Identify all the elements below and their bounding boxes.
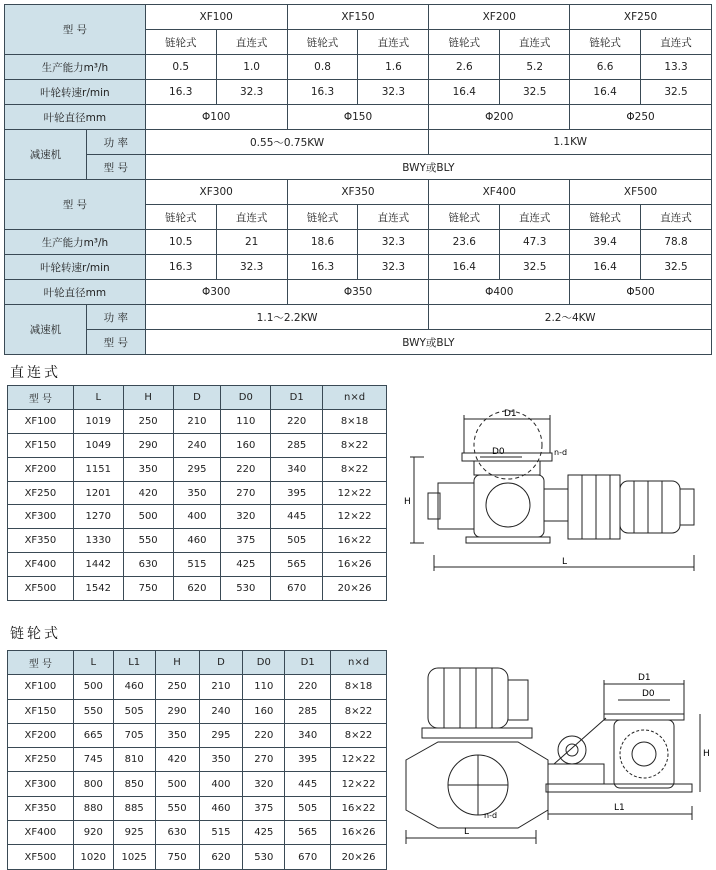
- chain-table-row: [8, 699, 387, 723]
- l1-label: L1: [614, 803, 625, 813]
- dimension-cell: 850: [113, 772, 155, 796]
- speed-cell: 16.4: [570, 80, 641, 105]
- model-name: XF150: [287, 5, 429, 30]
- speed-cell: 32.3: [358, 80, 429, 105]
- direct-drive-drawing: [398, 405, 714, 577]
- dimension-cell: 395: [271, 481, 323, 505]
- dimension-cell: 110: [243, 675, 285, 699]
- power-label: 功 率: [86, 130, 145, 155]
- dimension-cell: 1542: [73, 577, 123, 601]
- dimension-cell: 810: [113, 748, 155, 772]
- chain-table-row: [8, 845, 387, 869]
- dimension-cell: 800: [73, 772, 113, 796]
- dimension-cell: 295: [173, 457, 221, 481]
- spec-row-speed: [5, 255, 712, 280]
- dimension-cell: 320: [243, 772, 285, 796]
- capacity-cell: 0.5: [145, 55, 216, 80]
- subtype-cell: 直连式: [216, 205, 287, 230]
- speed-cell: 16.3: [145, 255, 216, 280]
- spec-table: [4, 4, 712, 355]
- diameter-label: 叶轮直径mm: [5, 105, 146, 130]
- chain-table-row: [8, 748, 387, 772]
- diameter-cell: Φ300: [145, 280, 287, 305]
- subtype-cell: 链轮式: [570, 30, 641, 55]
- power-cell: 1.1～2.2KW: [145, 305, 429, 330]
- header-cell: D0: [243, 651, 285, 675]
- direct-table-row: [8, 457, 387, 481]
- chain-table-row: [8, 723, 387, 747]
- model-cell: XF300: [8, 772, 74, 796]
- dimension-cell: 1020: [73, 845, 113, 869]
- subtype-cell: 直连式: [641, 30, 712, 55]
- chain-dimension-table: [7, 650, 387, 870]
- direct-dimension-table: [7, 385, 387, 601]
- header-cell: D0: [221, 386, 271, 410]
- speed-cell: 32.3: [358, 255, 429, 280]
- dimension-cell: 620: [199, 845, 243, 869]
- chain-table-body: [8, 675, 387, 869]
- diameter-cell: Φ150: [287, 105, 429, 130]
- model-cell: XF500: [8, 577, 74, 601]
- spec-row-model: [5, 180, 712, 205]
- dimension-cell: 530: [243, 845, 285, 869]
- chain-table-row: [8, 821, 387, 845]
- capacity-cell: 47.3: [500, 230, 570, 255]
- dimension-cell: 8×22: [323, 457, 387, 481]
- nd-label: n-d: [484, 811, 498, 820]
- model-cell: XF200: [8, 723, 74, 747]
- d1-label: D1: [504, 409, 517, 419]
- power-cell: 1.1KW: [429, 130, 712, 155]
- dimension-cell: 350: [123, 457, 173, 481]
- diameter-cell: Φ400: [429, 280, 570, 305]
- diameter-cell: Φ100: [145, 105, 287, 130]
- dimension-cell: 550: [123, 529, 173, 553]
- dimension-cell: 420: [155, 748, 199, 772]
- dimension-cell: 16×26: [323, 553, 387, 577]
- dimension-cell: 395: [285, 748, 331, 772]
- model-cell: XF500: [8, 845, 74, 869]
- header-cell: L1: [113, 651, 155, 675]
- dimension-cell: 250: [155, 675, 199, 699]
- capacity-cell: 1.6: [358, 55, 429, 80]
- direct-table-row: [8, 409, 387, 433]
- dimension-cell: 750: [155, 845, 199, 869]
- dimension-cell: 16×22: [323, 529, 387, 553]
- header-cell: 型 号: [8, 651, 74, 675]
- direct-table-row: [8, 577, 387, 601]
- dimension-cell: 670: [285, 845, 331, 869]
- header-cell: 型 号: [8, 386, 74, 410]
- subtype-cell: 直连式: [500, 205, 570, 230]
- speed-cell: 32.5: [641, 255, 712, 280]
- dimension-cell: 16×26: [331, 821, 387, 845]
- chain-table-row: [8, 772, 387, 796]
- model-cell: XF250: [8, 481, 74, 505]
- dimension-cell: 290: [155, 699, 199, 723]
- dimension-cell: 400: [173, 505, 221, 529]
- dimension-cell: 1151: [73, 457, 123, 481]
- dimension-cell: 12×22: [323, 481, 387, 505]
- spec-row-power: [5, 130, 712, 155]
- dimension-cell: 400: [199, 772, 243, 796]
- dimension-cell: 12×22: [331, 748, 387, 772]
- model-label: 型 号: [5, 5, 146, 55]
- dimension-cell: 505: [271, 529, 323, 553]
- dimension-cell: 220: [243, 723, 285, 747]
- subtype-cell: 链轮式: [429, 205, 500, 230]
- subtype-cell: 直连式: [500, 30, 570, 55]
- direct-table-row: [8, 433, 387, 457]
- dimension-cell: 705: [113, 723, 155, 747]
- reducer-type-label: 型 号: [86, 155, 145, 180]
- header-cell: H: [123, 386, 173, 410]
- direct-table-row: [8, 553, 387, 577]
- subtype-cell: 直连式: [216, 30, 287, 55]
- diameter-cell: Φ350: [287, 280, 429, 305]
- dimension-cell: 210: [199, 675, 243, 699]
- h-label: H: [703, 749, 710, 759]
- dimension-cell: 1019: [73, 409, 123, 433]
- header-cell: H: [155, 651, 199, 675]
- model-name: XF250: [570, 5, 712, 30]
- chain-header-row: [8, 651, 387, 675]
- dimension-cell: 20×26: [331, 845, 387, 869]
- model-cell: XF200: [8, 457, 74, 481]
- chain-table-row: [8, 675, 387, 699]
- capacity-cell: 39.4: [570, 230, 641, 255]
- capacity-label: 生产能力m³/h: [5, 55, 146, 80]
- dimension-cell: 375: [243, 796, 285, 820]
- dimension-cell: 670: [271, 577, 323, 601]
- chain-section-title: 链轮式: [10, 626, 61, 642]
- dimension-cell: 460: [199, 796, 243, 820]
- spec-row-diameter: [5, 280, 712, 305]
- dimension-cell: 515: [199, 821, 243, 845]
- spec-row-capacity: [5, 55, 712, 80]
- subtype-cell: 直连式: [358, 30, 429, 55]
- dimension-cell: 285: [285, 699, 331, 723]
- dimension-cell: 270: [221, 481, 271, 505]
- reducer-type-cell: BWY或BLY: [145, 330, 711, 355]
- direct-table-row: [8, 529, 387, 553]
- d1-label: D1: [638, 673, 651, 683]
- dimension-cell: 550: [155, 796, 199, 820]
- speed-cell: 32.5: [500, 255, 570, 280]
- capacity-cell: 5.2: [500, 55, 570, 80]
- capacity-cell: 23.6: [429, 230, 500, 255]
- dimension-cell: 270: [243, 748, 285, 772]
- model-cell: XF300: [8, 505, 74, 529]
- dimension-cell: 630: [123, 553, 173, 577]
- dimension-cell: 500: [73, 675, 113, 699]
- dimension-cell: 630: [155, 821, 199, 845]
- header-cell: n×d: [323, 386, 387, 410]
- capacity-label: 生产能力m³/h: [5, 230, 146, 255]
- dimension-cell: 530: [221, 577, 271, 601]
- header-cell: D: [199, 651, 243, 675]
- dimension-cell: 8×18: [331, 675, 387, 699]
- direct-section-title: 直连式: [10, 365, 61, 381]
- dimension-cell: 160: [243, 699, 285, 723]
- speed-label: 叶轮转速r/min: [5, 80, 146, 105]
- reducer-label: 减速机: [5, 130, 87, 180]
- model-cell: XF350: [8, 796, 74, 820]
- model-cell: XF400: [8, 821, 74, 845]
- dimension-cell: 295: [199, 723, 243, 747]
- dimension-cell: 285: [271, 433, 323, 457]
- dimension-cell: 350: [173, 481, 221, 505]
- dimension-cell: 920: [73, 821, 113, 845]
- dimension-cell: 240: [173, 433, 221, 457]
- dimension-cell: 12×22: [331, 772, 387, 796]
- reducer-type-label: 型 号: [86, 330, 145, 355]
- capacity-cell: 13.3: [641, 55, 712, 80]
- dimension-cell: 110: [221, 409, 271, 433]
- model-cell: XF150: [8, 433, 74, 457]
- dimension-cell: 8×18: [323, 409, 387, 433]
- subtype-cell: 直连式: [641, 205, 712, 230]
- dimension-cell: 620: [173, 577, 221, 601]
- model-name: XF100: [145, 5, 287, 30]
- dimension-cell: 1330: [73, 529, 123, 553]
- header-cell: n×d: [331, 651, 387, 675]
- power-cell: 0.55～0.75KW: [145, 130, 429, 155]
- l-label: L: [464, 827, 470, 837]
- spec-row-reducer-type: [5, 155, 712, 180]
- dimension-cell: 1049: [73, 433, 123, 457]
- model-cell: XF150: [8, 699, 74, 723]
- direct-header-row: [8, 386, 387, 410]
- spec-row-model: [5, 5, 712, 30]
- dimension-cell: 8×22: [331, 723, 387, 747]
- dimension-cell: 425: [221, 553, 271, 577]
- direct-table-row: [8, 505, 387, 529]
- chain-table-row: [8, 796, 387, 820]
- capacity-cell: 6.6: [570, 55, 641, 80]
- dimension-cell: 425: [243, 821, 285, 845]
- diameter-label: 叶轮直径mm: [5, 280, 146, 305]
- dimension-cell: 1201: [73, 481, 123, 505]
- speed-cell: 32.3: [216, 255, 287, 280]
- nd-label: n-d: [554, 448, 568, 457]
- spec-row-capacity: [5, 230, 712, 255]
- capacity-cell: 1.0: [216, 55, 287, 80]
- dimension-cell: 500: [155, 772, 199, 796]
- model-cell: XF350: [8, 529, 74, 553]
- speed-cell: 32.3: [216, 80, 287, 105]
- dimension-cell: 350: [155, 723, 199, 747]
- dimension-cell: 745: [73, 748, 113, 772]
- capacity-cell: 78.8: [641, 230, 712, 255]
- dimension-cell: 550: [73, 699, 113, 723]
- power-label: 功 率: [86, 305, 145, 330]
- capacity-cell: 2.6: [429, 55, 500, 80]
- chain-drive-drawing: [398, 660, 714, 860]
- subtype-cell: 链轮式: [570, 205, 641, 230]
- header-cell: L: [73, 651, 113, 675]
- dimension-cell: 220: [271, 409, 323, 433]
- capacity-cell: 21: [216, 230, 287, 255]
- dimension-cell: 340: [271, 457, 323, 481]
- model-name: XF300: [145, 180, 287, 205]
- dimension-cell: 160: [221, 433, 271, 457]
- capacity-cell: 0.8: [287, 55, 358, 80]
- power-cell: 2.2～4KW: [429, 305, 712, 330]
- model-name: XF200: [429, 5, 570, 30]
- dimension-cell: 445: [285, 772, 331, 796]
- d0-label: D0: [642, 689, 655, 699]
- dimension-cell: 16×22: [331, 796, 387, 820]
- dimension-cell: 375: [221, 529, 271, 553]
- dimension-cell: 1270: [73, 505, 123, 529]
- dimension-cell: 460: [113, 675, 155, 699]
- subtype-cell: 链轮式: [287, 205, 358, 230]
- dimension-cell: 885: [113, 796, 155, 820]
- model-cell: XF250: [8, 748, 74, 772]
- dimension-cell: 210: [173, 409, 221, 433]
- spec-row-reducer-type: [5, 330, 712, 355]
- capacity-cell: 10.5: [145, 230, 216, 255]
- dimension-cell: 665: [73, 723, 113, 747]
- dimension-cell: 12×22: [323, 505, 387, 529]
- dimension-cell: 320: [221, 505, 271, 529]
- dimension-cell: 1442: [73, 553, 123, 577]
- capacity-cell: 18.6: [287, 230, 358, 255]
- header-cell: L: [73, 386, 123, 410]
- speed-cell: 16.4: [429, 255, 500, 280]
- model-name: XF400: [429, 180, 570, 205]
- diameter-cell: Φ200: [429, 105, 570, 130]
- dimension-cell: 460: [173, 529, 221, 553]
- dimension-cell: 515: [173, 553, 221, 577]
- direct-table-row: [8, 481, 387, 505]
- dimension-cell: 240: [199, 699, 243, 723]
- dimension-cell: 220: [285, 675, 331, 699]
- dimension-cell: 565: [271, 553, 323, 577]
- speed-cell: 16.4: [570, 255, 641, 280]
- model-cell: XF100: [8, 409, 74, 433]
- model-name: XF350: [287, 180, 429, 205]
- dimension-cell: 925: [113, 821, 155, 845]
- dimension-cell: 750: [123, 577, 173, 601]
- speed-cell: 32.5: [500, 80, 570, 105]
- header-cell: D: [173, 386, 221, 410]
- dimension-cell: 445: [271, 505, 323, 529]
- l-label: L: [562, 557, 568, 567]
- dimension-cell: 340: [285, 723, 331, 747]
- dimension-cell: 220: [221, 457, 271, 481]
- dimension-cell: 420: [123, 481, 173, 505]
- dimension-cell: 8×22: [323, 433, 387, 457]
- dimension-cell: 1025: [113, 845, 155, 869]
- model-cell: XF100: [8, 675, 74, 699]
- subtype-cell: 链轮式: [145, 30, 216, 55]
- speed-cell: 32.5: [641, 80, 712, 105]
- dimension-cell: 250: [123, 409, 173, 433]
- spec-row-diameter: [5, 105, 712, 130]
- reducer-type-cell: BWY或BLY: [145, 155, 711, 180]
- subtype-cell: 直连式: [358, 205, 429, 230]
- subtype-cell: 链轮式: [429, 30, 500, 55]
- speed-cell: 16.4: [429, 80, 500, 105]
- model-name: XF500: [570, 180, 712, 205]
- speed-cell: 16.3: [287, 80, 358, 105]
- dimension-cell: 505: [285, 796, 331, 820]
- dimension-cell: 505: [113, 699, 155, 723]
- model-label: 型 号: [5, 180, 146, 230]
- dimension-cell: 20×26: [323, 577, 387, 601]
- header-cell: D1: [285, 651, 331, 675]
- header-cell: D1: [271, 386, 323, 410]
- subtype-cell: 链轮式: [287, 30, 358, 55]
- capacity-cell: 32.3: [358, 230, 429, 255]
- speed-label: 叶轮转速r/min: [5, 255, 146, 280]
- diameter-cell: Φ500: [570, 280, 712, 305]
- dimension-cell: 500: [123, 505, 173, 529]
- dimension-cell: 880: [73, 796, 113, 820]
- d0-label: D0: [492, 447, 505, 457]
- dimension-cell: 350: [199, 748, 243, 772]
- diameter-cell: Φ250: [570, 105, 712, 130]
- dimension-cell: 290: [123, 433, 173, 457]
- subtype-cell: 链轮式: [145, 205, 216, 230]
- dimension-cell: 565: [285, 821, 331, 845]
- reducer-label: 减速机: [5, 305, 87, 355]
- spec-row-speed: [5, 80, 712, 105]
- spec-row-power: [5, 305, 712, 330]
- speed-cell: 16.3: [145, 80, 216, 105]
- h-label: H: [404, 497, 411, 507]
- speed-cell: 16.3: [287, 255, 358, 280]
- direct-table-body: [8, 409, 387, 600]
- dimension-cell: 8×22: [331, 699, 387, 723]
- model-cell: XF400: [8, 553, 74, 577]
